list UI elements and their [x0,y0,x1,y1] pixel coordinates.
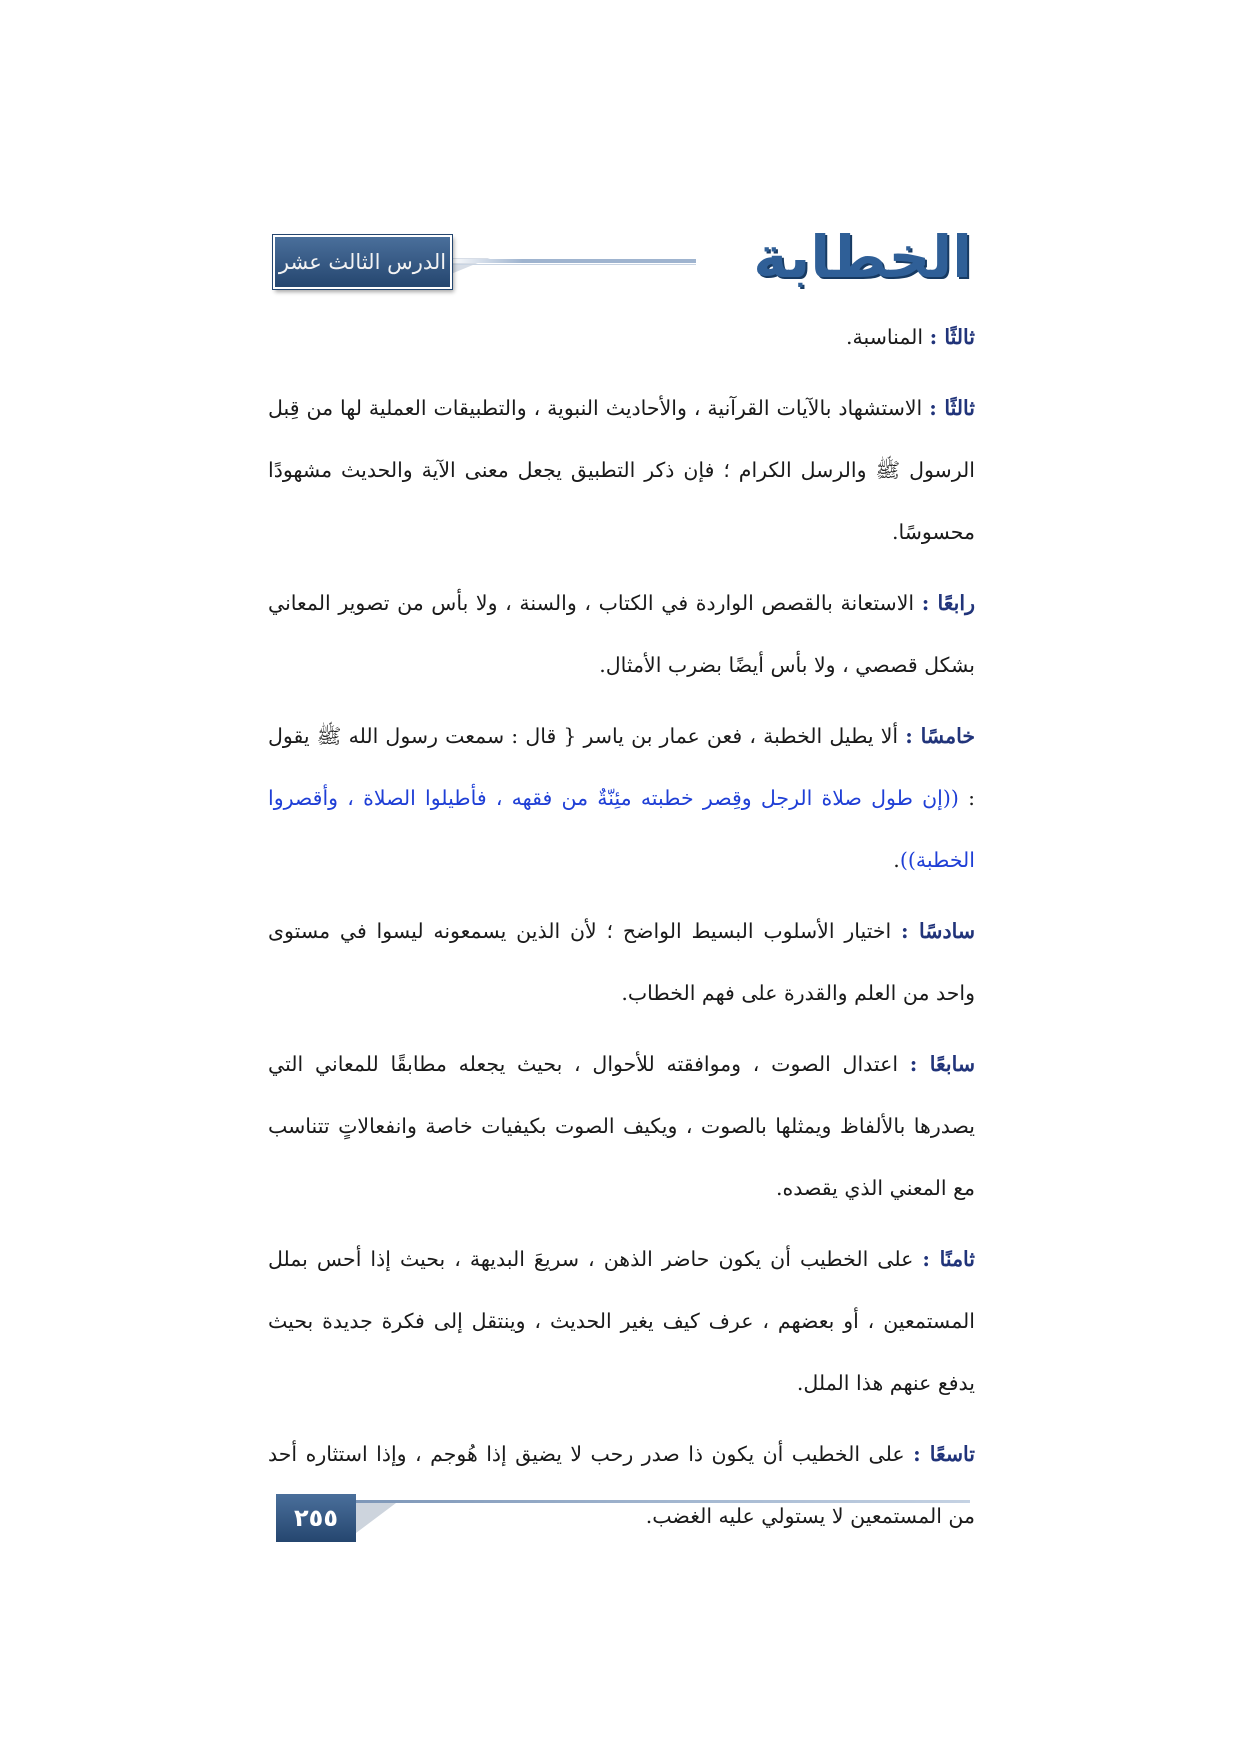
paragraph-2 [268,377,975,563]
footer-decoration [356,1503,396,1533]
paragraph-text: المناسبة. [846,325,930,349]
header-rule [448,259,696,263]
page-title: الخطابة [753,223,972,291]
paragraph-text: اعتدال الصوت ، وموافقته للأحوال ، بحيث يجعله مطابقًا للمعاني التي يصدرها بالألفاظ ويمثلها بالصوت ، ويكيف الصوت بكيفيات خاصة وانفعالاتٍ تتناسب مع المعني الذي يقصده. [268,1052,975,1200]
header-rule-thin [448,264,696,265]
document-body [268,306,975,1556]
page-number: ٢٥٥ [276,1494,356,1542]
paragraph-lead: رابعًا : [921,591,975,615]
paragraph-text: على الخطيب أن يكون حاضر الذهن ، سريعَ البديهة ، بحيث إذا أحس بملل المستمعين ، أو بعضهم ، عرف كيف يغير الحديث ، وينتقل إلى فكرة جديدة بحيث يدفع عنهم هذا الملل. [268,1247,975,1395]
paragraph-3 [268,572,975,696]
paragraph-lead: سادسًا : [901,919,976,943]
paragraph-text: الاستعانة بالقصص الواردة في الكتاب ، والسنة ، ولا بأس من تصوير المعاني بشكل قصصي ، ولا بأس أيضًا بضرب الأمثال. [268,591,975,677]
paragraph-lead: ثامنًا : [922,1247,975,1271]
paragraph-text: ألا يطيل الخطبة ، فعن عمار بن ياسر { قال : سمعت رسول الله ﷺ يقول : [268,724,975,810]
paragraph-lead: تاسعًا : [913,1442,975,1466]
paragraph-4 [268,705,975,891]
footer-rule [356,1500,970,1503]
paragraph-text: الاستشهاد بالآيات القرآنية ، والأحاديث النبوية ، والتطبيقات العملية لها من قِبل الرسول ﷺ والرسل الكرام ؛ فإن ذكر التطبيق يجعل معنى الآية والحديث مشهودًا محسوسًا. [268,396,975,544]
paragraph-lead: سابعًا : [909,1052,975,1076]
paragraph-lead: ثالثًا : [929,325,975,349]
paragraph-text: اختيار الأسلوب البسيط الواضح ؛ لأن الذين يسمعونه ليسوا في مستوى واحد من العلم والقدرة على فهم الخطاب. [268,919,975,1005]
paragraph-text-end: . [893,848,900,872]
lesson-badge: الدرس الثالث عشر [273,235,452,289]
paragraph-6 [268,1033,975,1219]
paragraph-text: على الخطيب أن يكون ذا صدر رحب لا يضيق إذا هُوجم ، وإذا استثاره أحد من المستمعين لا يستولي عليه الغضب. [268,1442,975,1528]
paragraph-1 [268,306,975,368]
hadith-quote: ((إن طول صلاة الرجل وقِصر خطبته مئِنّةٌ من فقهه ، فأطيلوا الصلاة ، وأقصروا الخطبة)) [268,786,975,872]
paragraph-lead: ثالثًا : [929,396,975,420]
paragraph-lead: خامسًا : [905,724,975,748]
paragraph-5 [268,900,975,1024]
paragraph-7 [268,1228,975,1414]
